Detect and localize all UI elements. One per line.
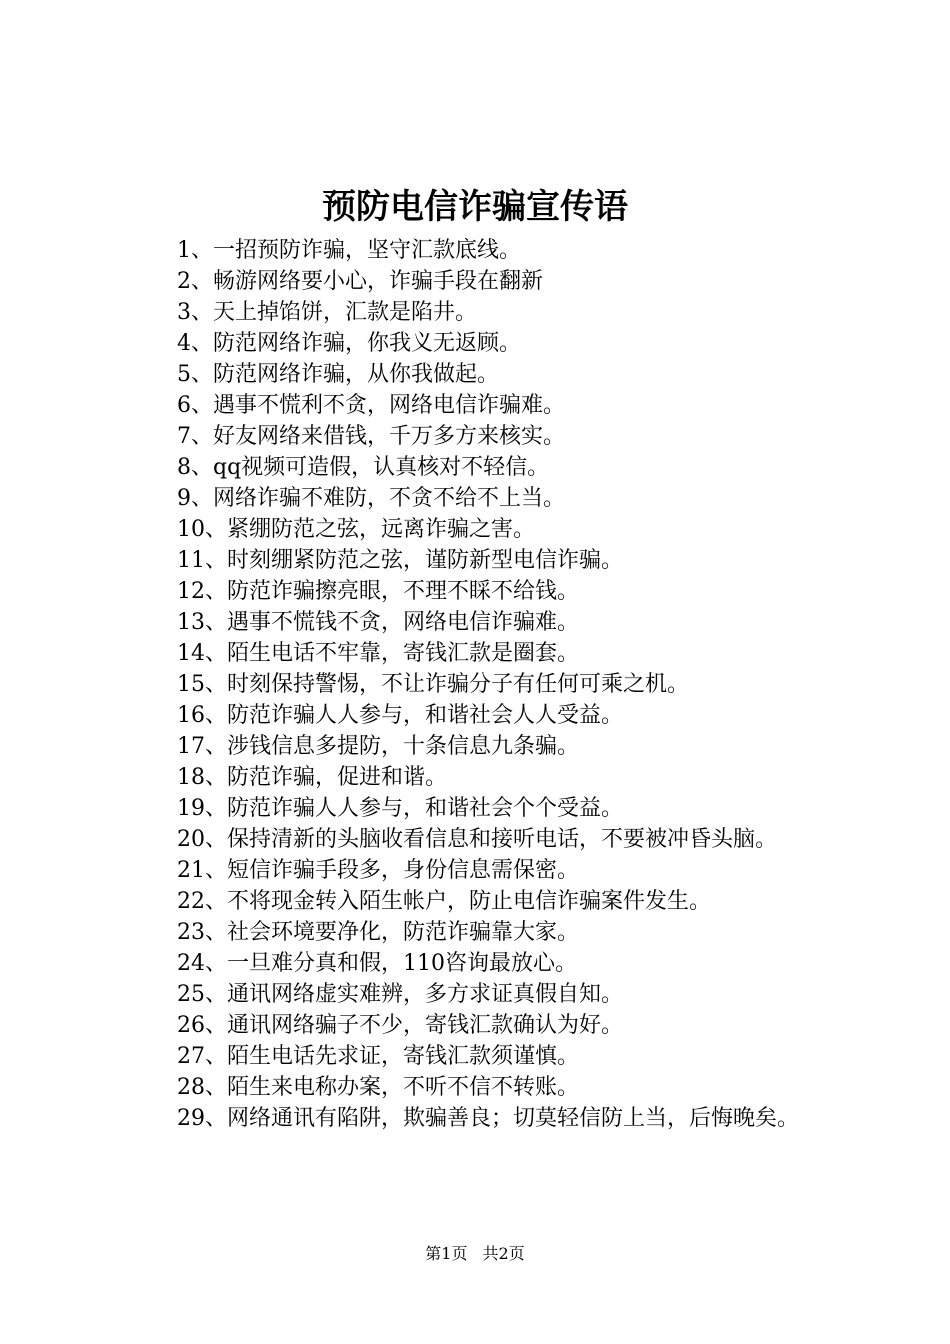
slogan-list — [129, 235, 831, 1134]
page-title: 预防电信诈骗宣传语 — [322, 187, 628, 227]
slogan-line: 13、遇事不慌钱不贪，网络电信诈骗难。 — [177, 610, 579, 635]
slogan-line: 8、qq视频可造假，认真核对不轻信。 — [177, 455, 550, 480]
slogan-line: 24、一旦难分真和假，110咨询最放心。 — [177, 951, 577, 976]
page-footer — [0, 1243, 950, 1265]
slogan-line: 10、紧绷防范之弦，远离诈骗之害。 — [177, 517, 535, 542]
slogan-line: 14、陌生电话不牢靠，寄钱汇款是圈套。 — [177, 641, 579, 666]
slogan-line: 18、防范诈骗，促进和谐。 — [177, 765, 447, 790]
slogan-line: 4、防范网络诈骗，你我义无返顾。 — [177, 331, 521, 356]
slogan-line: 15、时刻保持警惕，不让诈骗分子有任何可乘之机。 — [177, 672, 689, 697]
slogan-line: 9、网络诈骗不难防，不贪不给不上当。 — [177, 486, 565, 511]
slogan-line: 12、防范诈骗擦亮眼，不理不睬不给钱。 — [177, 579, 579, 604]
slogan-line: 29、网络通讯有陷阱，欺骗善良；切莫轻信防上当，后悔晚矣。 — [177, 1106, 799, 1131]
slogan-line: 26、通讯网络骗子不少，寄钱汇款确认为好。 — [177, 1013, 623, 1038]
slogan-line: 28、陌生来电称办案，不听不信不转账。 — [177, 1075, 579, 1100]
slogan-line: 27、陌生电话先求证，寄钱汇款须谨慎。 — [177, 1044, 579, 1069]
slogan-line: 22、不将现金转入陌生帐户，防止电信诈骗案件发生。 — [177, 889, 711, 914]
slogan-line: 1、一招预防诈骗，坚守汇款底线。 — [177, 238, 521, 263]
slogan-line: 7、好友网络来借钱，千万多方来核实。 — [177, 424, 565, 449]
page-number: 第1页 — [425, 1244, 468, 1263]
slogan-line: 17、涉钱信息多提防，十条信息九条骗。 — [177, 734, 579, 759]
slogan-line: 20、保持清新的头脑收看信息和接听电话，不要被冲昏头脑。 — [177, 827, 777, 852]
slogan-line: 25、通讯网络虚实难辨，多方求证真假自知。 — [177, 982, 623, 1007]
slogan-line: 16、防范诈骗人人参与，和谐社会人人受益。 — [177, 703, 623, 728]
slogan-line: 19、防范诈骗人人参与，和谐社会个个受益。 — [177, 796, 623, 821]
slogan-line: 3、天上掉馅饼，汇款是陷井。 — [177, 300, 477, 325]
slogan-line: 5、防范网络诈骗，从你我做起。 — [177, 362, 499, 387]
slogan-line: 23、社会环境要净化，防范诈骗靠大家。 — [177, 920, 579, 945]
slogan-line: 2、畅游网络要小心，诈骗手段在翻新 — [177, 269, 543, 294]
slogan-line: 11、时刻绷紧防范之弦，谨防新型电信诈骗。 — [177, 548, 623, 573]
slogan-line: 21、短信诈骗手段多，身份信息需保密。 — [177, 858, 579, 883]
page-total: 共2页 — [482, 1244, 525, 1263]
slogan-line: 6、遇事不慌利不贪，网络电信诈骗难。 — [177, 393, 565, 418]
